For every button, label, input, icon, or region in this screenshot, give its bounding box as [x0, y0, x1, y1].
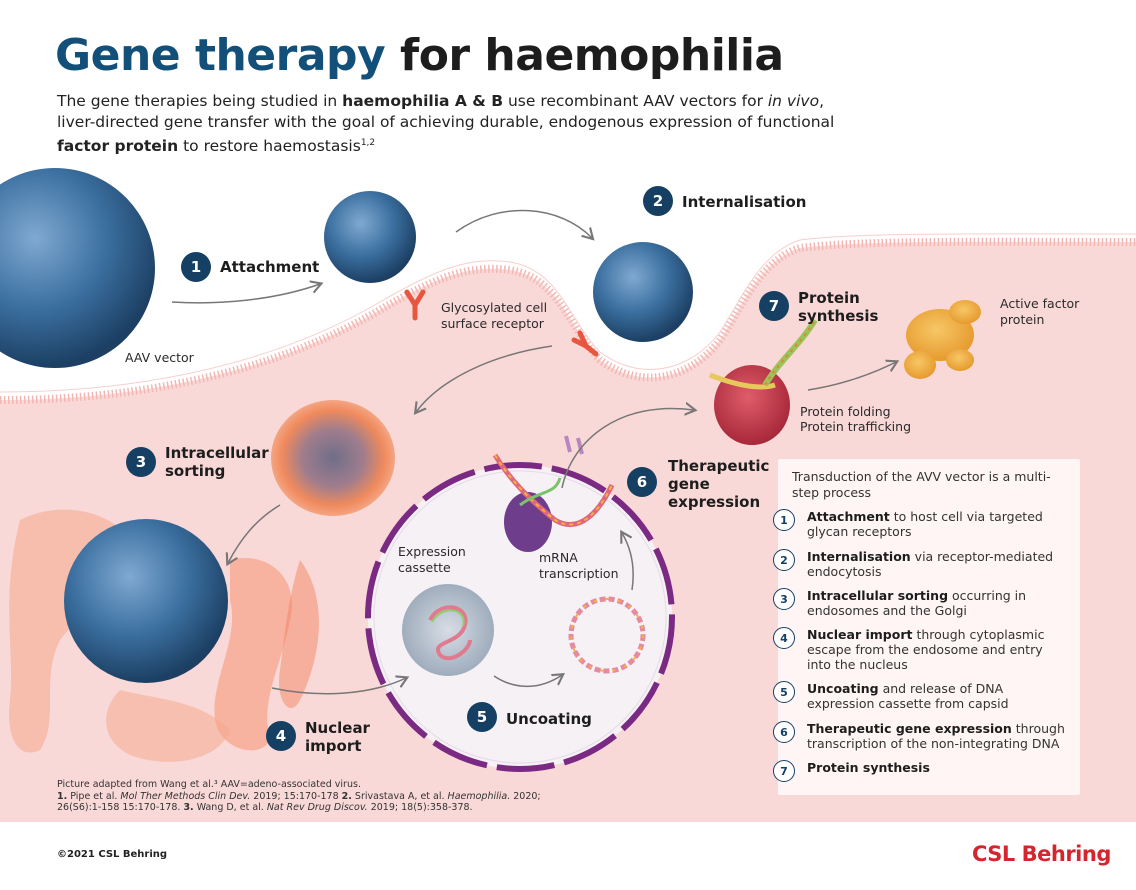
page-subtitle [57, 91, 857, 157]
panel-item-desc: occurring in endosomes and the Golgi [807, 588, 1027, 618]
subtitle-bold: haemophilia A & B [342, 92, 504, 110]
panel-item-text [807, 627, 1069, 672]
aav-vector-sorting [64, 519, 228, 683]
label-expression-cassette: Expression cassette [398, 544, 466, 575]
endosome [271, 400, 395, 516]
panel-item-bold: Therapeutic gene expression [807, 721, 1012, 736]
step-3-title: Intracellular sorting [165, 444, 269, 480]
panel-item-number: 3 [773, 588, 795, 610]
panel-item-bold: Attachment [807, 509, 890, 524]
panel-item-desc: and release of DNA expression cassette from capsid [807, 681, 1009, 711]
process-summary-panel [778, 459, 1080, 795]
panel-item-text [807, 588, 1069, 618]
panel-item-bold: Uncoating [807, 681, 879, 696]
aav-vector-attaching [324, 191, 416, 283]
footer [0, 822, 1136, 890]
panel-item-number: 5 [773, 681, 795, 703]
label-protein-folding: Protein folding [800, 404, 891, 419]
step-6-title: Therapeutic gene expression [668, 457, 770, 511]
panel-item-number: 2 [773, 549, 795, 571]
step-4-title: Nuclear import [305, 719, 370, 755]
page-title [55, 30, 784, 81]
panel-item-desc: through transcription of the non-integrating DNA [807, 721, 1065, 751]
step-1-title: Attachment [220, 258, 320, 276]
panel-item-text [807, 760, 1069, 775]
ref-authors: Srivastava A, et al. [351, 790, 448, 802]
panel-item-bold: Intracellular sorting [807, 588, 949, 603]
panel-item-text [807, 681, 1069, 711]
step-7-badge: 7 [759, 291, 789, 321]
panel-item-text [807, 549, 1069, 579]
copyright: ©2021 CSL Behring [57, 849, 168, 860]
ref-tail: 2019; 18(5):358-378. [367, 802, 473, 813]
panel-item-number: 6 [773, 721, 795, 743]
ref-journal: Mol Ther Methods Clin Dev. [120, 790, 251, 802]
label-aav-vector: AAV vector [125, 350, 194, 365]
ref-number: 1. [57, 790, 68, 802]
panel-item-number: 7 [773, 760, 795, 782]
brand-logo: CSL Behring [972, 842, 1111, 866]
panel-item-text [807, 509, 1069, 539]
step-3-badge: 3 [126, 447, 156, 477]
step-5-badge: 5 [467, 702, 497, 732]
subtitle-text: The gene therapies being studied in [57, 92, 343, 110]
panel-item-desc: via receptor-mediated endocytosis [807, 549, 1054, 579]
subtitle-text: use recombinant AAV vectors for [503, 92, 768, 110]
subtitle-italic: in vivo [767, 92, 820, 110]
step-7-title: Protein synthesis [798, 289, 879, 325]
expression-cassette [402, 584, 494, 676]
aav-vector-internalising [593, 242, 693, 342]
panel-item-text [807, 721, 1069, 751]
panel-item-desc: through cytoplasmic escape from the endosome and entry into the nucleus [807, 627, 1045, 672]
ref-tail: 2020; 26(S6):1-158 15:170-178. [57, 790, 541, 813]
panel-item-bold: Protein synthesis [807, 760, 930, 775]
ref-number: 2. [341, 790, 352, 802]
ribosome [714, 365, 790, 445]
label-protein-trafficking: Protein trafficking [800, 419, 912, 434]
panel-item-bold: Internalisation [807, 549, 911, 564]
subtitle-text: , liver-directed gene transfer with the goal of achieving durable, endogenous expression of functional [57, 92, 835, 131]
title-rest: for haemophilia [400, 30, 784, 81]
step-6-badge: 6 [627, 467, 657, 497]
ref-tail: 2019; 15:170-178 [250, 790, 342, 802]
subtitle-superscript: 1,2 [360, 138, 376, 148]
step-4-badge: 4 [266, 721, 296, 751]
panel-item-bold: Nuclear import [807, 627, 913, 642]
step-2-badge: 2 [643, 186, 673, 216]
ref-authors: Wang D, et al. [193, 802, 267, 813]
aav-vector-large [0, 168, 155, 368]
ref-number: 3. [183, 802, 194, 813]
references [57, 779, 577, 814]
subtitle-bold: factor protein [57, 137, 179, 156]
label-receptor: Glycosylated cell surface receptor [441, 300, 548, 331]
step-1-badge: 1 [181, 252, 211, 282]
step-5-title: Uncoating [506, 710, 592, 728]
panel-item-desc: to host cell via targeted glycan receptors [807, 509, 1043, 539]
panel-item-number: 4 [773, 627, 795, 649]
label-active-factor-protein: Active factor protein [1000, 296, 1080, 327]
step-2-title: Internalisation [682, 193, 807, 211]
title-highlight: Gene therapy [55, 30, 386, 81]
subtitle-text: to restore haemostasis [178, 137, 361, 156]
ref-authors: Pipe et al. [67, 790, 121, 802]
arrow-internalisation [456, 210, 592, 238]
panel-item-number: 1 [773, 509, 795, 531]
arrow-attachment [172, 284, 320, 303]
reference-list [57, 791, 577, 814]
reference-note: Picture adapted from Wang et al.³ AAV=adeno-associated virus. [57, 779, 361, 790]
label-mrna-transcription: mRNA transcription [539, 550, 619, 581]
ref-journal: Nat Rev Drug Discov. [266, 802, 368, 813]
panel-intro: Transduction of the AVV vector is a multi-step process [792, 469, 1051, 500]
ref-journal: Haemophilia. [447, 790, 511, 802]
